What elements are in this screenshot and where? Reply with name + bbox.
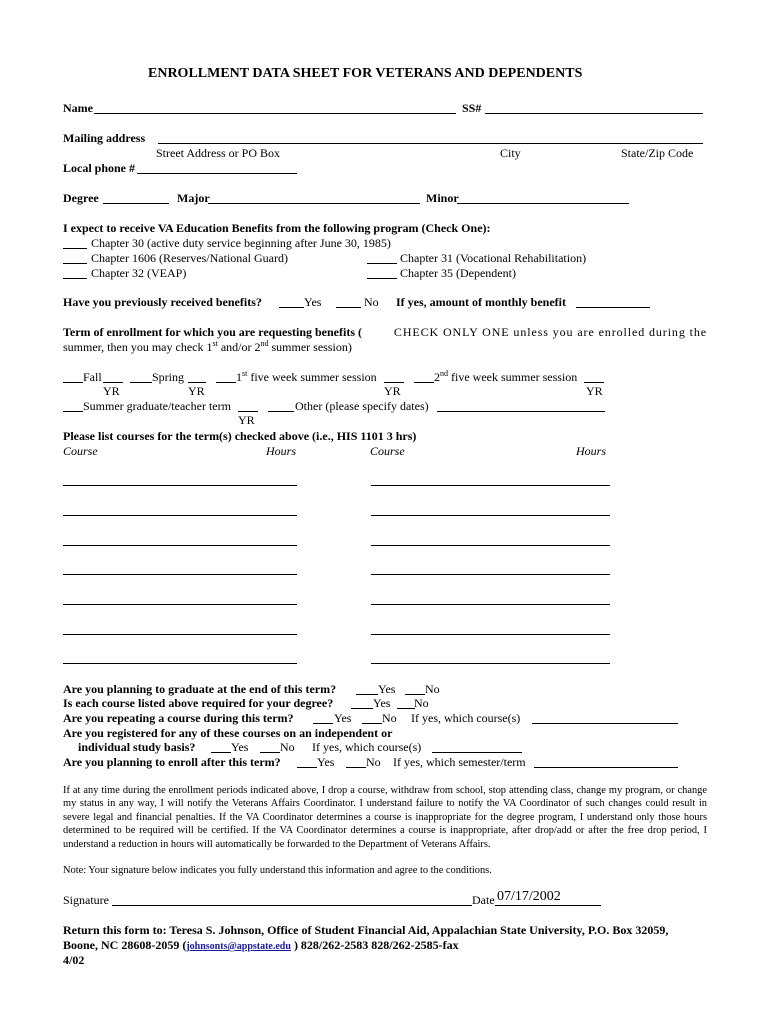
- required-question: Is each course listed above required for your degree?: [63, 696, 334, 710]
- second-summer-label: 2nd five week summer session: [434, 369, 578, 384]
- graduate-question: Are you planning to graduate at the end of this term?: [63, 682, 337, 696]
- enroll-if-label: If yes, which semester/term: [393, 755, 526, 769]
- hours-col-right: Hours: [576, 444, 607, 458]
- ss-field[interactable]: [485, 113, 703, 114]
- required-no-check[interactable]: [397, 708, 415, 709]
- state-caption: State/Zip Code: [621, 146, 694, 160]
- term-instruction-line1: [63, 325, 707, 339]
- course-col-left: Course: [63, 444, 98, 458]
- independent-courses-field[interactable]: [432, 752, 522, 753]
- independent-no-label: No: [280, 740, 295, 754]
- date-field[interactable]: [495, 905, 601, 906]
- monthly-amount-field[interactable]: [576, 307, 650, 308]
- repeating-question: Are you repeating a course during this term?: [63, 711, 294, 725]
- degree-label: Degree: [63, 191, 99, 205]
- course-line[interactable]: [63, 485, 297, 486]
- independent-no-check[interactable]: [260, 752, 280, 753]
- second-summer-yr-field[interactable]: [584, 382, 604, 383]
- agreement-note: Note: Your signature below indicates you fully understand this information and agree to the conditions.: [63, 865, 492, 876]
- other-term-label: Other (please specify dates): [295, 399, 429, 413]
- hours-col-left: Hours: [266, 444, 297, 458]
- spring-check[interactable]: [130, 382, 152, 383]
- prev-benefits-question: Have you previously received benefits?: [63, 295, 262, 309]
- course-line[interactable]: [63, 574, 297, 575]
- ch35-label: Chapter 35 (Dependent): [400, 266, 516, 280]
- course-line[interactable]: [63, 663, 297, 664]
- signature-field[interactable]: [112, 905, 472, 906]
- phone-label: Local phone #: [63, 161, 136, 175]
- prev-no-check[interactable]: [336, 307, 361, 308]
- course-line[interactable]: [371, 574, 610, 575]
- prev-no-label: No: [364, 295, 379, 309]
- enroll-yes-check[interactable]: [297, 767, 317, 768]
- name-label: Name: [63, 101, 93, 115]
- ch31-check[interactable]: [367, 263, 397, 264]
- ch35-check[interactable]: [367, 278, 397, 279]
- independent-yes-label: Yes: [231, 740, 249, 754]
- minor-field[interactable]: [457, 203, 629, 204]
- mailing-label: Mailing address: [63, 131, 146, 145]
- mailing-field[interactable]: [158, 143, 703, 144]
- required-yes-check[interactable]: [351, 708, 373, 709]
- date-label: Date: [472, 893, 495, 907]
- grad-term-check[interactable]: [63, 411, 83, 412]
- prev-yes-label: Yes: [304, 295, 322, 309]
- grad-term-yr-field[interactable]: [238, 411, 258, 412]
- courses-heading: Please list courses for the term(s) checked above (i.e., HIS 1101 3 hrs): [63, 429, 417, 443]
- date-value[interactable]: 07/17/2002: [497, 889, 561, 904]
- repeating-no-label: No: [382, 711, 397, 725]
- required-yes-label: Yes: [373, 696, 391, 710]
- independent-if-label: If yes, which course(s): [312, 740, 422, 754]
- second-summer-yr-caption: YR: [586, 384, 603, 398]
- graduate-yes-label: Yes: [378, 682, 396, 696]
- ch31-label: Chapter 31 (Vocational Rehabilitation): [400, 251, 587, 265]
- repeating-yes-label: Yes: [334, 711, 352, 725]
- course-line[interactable]: [371, 485, 610, 486]
- term-bold-text: Term of enrollment for which you are requesting benefits (: [63, 325, 362, 339]
- return-address-line2: Boone, NC 28608-2059 (johnsonts@appstate.edu ) 828/262-2583 828/262-2585-fax: [63, 938, 459, 952]
- independent-question-line2: individual study basis?: [78, 740, 196, 754]
- signature-label: Signature: [63, 893, 109, 907]
- fall-check[interactable]: [63, 382, 83, 383]
- spring-yr-field[interactable]: [188, 382, 206, 383]
- grad-term-label: Summer graduate/teacher term: [83, 399, 231, 413]
- course-line[interactable]: [371, 515, 610, 516]
- city-caption: City: [500, 146, 521, 160]
- repeating-no-check[interactable]: [362, 723, 382, 724]
- independent-question-line1: Are you registered for any of these courses on an independent or: [63, 726, 393, 740]
- fall-label: Fall: [83, 370, 102, 384]
- course-line[interactable]: [371, 545, 610, 546]
- term-rest-text: CHECK ONLY ONE unless you are enrolled during the: [393, 325, 707, 339]
- street-caption: Street Address or PO Box: [156, 146, 280, 160]
- grad-yr-caption: YR: [238, 413, 255, 427]
- name-field[interactable]: [94, 113, 456, 114]
- ch32-check[interactable]: [63, 278, 87, 279]
- graduate-no-check[interactable]: [405, 694, 425, 695]
- form-version: 4/02: [63, 953, 85, 967]
- return-instructions: Return this form to: Teresa S. Johnson, Office of Student Financial Aid, Appalachian State University, P.O. Box 32059,: [63, 923, 669, 937]
- spring-label: Spring: [152, 370, 185, 384]
- independent-yes-check[interactable]: [211, 752, 231, 753]
- enroll-after-question: Are you planning to enroll after this term?: [63, 755, 281, 769]
- course-line[interactable]: [371, 634, 610, 635]
- repeating-yes-check[interactable]: [313, 723, 333, 724]
- enroll-yes-label: Yes: [317, 755, 335, 769]
- course-line[interactable]: [63, 604, 297, 605]
- ch1606-check[interactable]: [63, 263, 87, 264]
- graduate-yes-check[interactable]: [356, 694, 378, 695]
- benefits-heading: I expect to receive VA Education Benefits from the following program (Check One):: [63, 221, 491, 235]
- second-summer-check[interactable]: [414, 382, 434, 383]
- phone-field[interactable]: [137, 173, 297, 174]
- major-label: Major: [177, 191, 210, 205]
- fall-yr-caption: YR: [103, 384, 120, 398]
- term-instruction-line2: summer, then you may check 1st and/or 2nd summer session): [63, 339, 352, 354]
- first-summer-yr-field[interactable]: [384, 382, 404, 383]
- enroll-semester-field[interactable]: [534, 767, 678, 768]
- course-line[interactable]: [371, 663, 610, 664]
- enroll-no-check[interactable]: [346, 767, 366, 768]
- course-line[interactable]: [63, 545, 297, 546]
- major-field[interactable]: [208, 203, 420, 204]
- ch30-label: Chapter 30 (active duty service beginning after June 30, 1985): [91, 236, 391, 250]
- form-title: ENROLLMENT DATA SHEET FOR VETERANS AND DEPENDENTS: [148, 66, 583, 81]
- degree-field[interactable]: [103, 203, 169, 204]
- ss-label: SS#: [462, 101, 482, 115]
- first-summer-check[interactable]: [216, 382, 236, 383]
- first-summer-label: 1st five week summer session: [236, 369, 377, 384]
- repeating-if-label: If yes, which course(s): [411, 711, 521, 725]
- course-col-right: Course: [370, 444, 405, 458]
- repeating-courses-field[interactable]: [532, 723, 678, 724]
- email-link[interactable]: johnsonts@appstate.edu: [186, 941, 291, 952]
- course-line[interactable]: [63, 634, 297, 635]
- prev-yes-check[interactable]: [279, 307, 304, 308]
- other-dates-field[interactable]: [437, 411, 605, 412]
- monthly-amount-label: If yes, amount of monthly benefit: [396, 295, 566, 309]
- spring-yr-caption: YR: [188, 384, 205, 398]
- graduate-no-label: No: [425, 682, 440, 696]
- required-no-label: No: [414, 696, 429, 710]
- minor-label: Minor: [426, 191, 459, 205]
- ch32-label: Chapter 32 (VEAP): [91, 266, 187, 280]
- first-summer-yr-caption: YR: [384, 384, 401, 398]
- ch30-check[interactable]: [63, 248, 87, 249]
- course-line[interactable]: [63, 515, 297, 516]
- agreement-paragraph: If at any time during the enrollment periods indicated above, I drop a course, withdraw from school, stop attending class, change my program, or change my status in any way, I will notify the Veterans Affairs Coordinator. I understand failure to notify the VA Coordinator of such changes could result in severe legal and financial penalties. If the VA Coordinator determines a course is inappropriate for the degree program, I understand only those hours determined to be required will be certified. If the VA Coordinator determines a course is inappropriate, after drop/add or after the free drop period, I understand a reduction in hours will automatically be forwarded to the Department of Veterans Affairs.: [63, 785, 707, 850]
- enroll-no-label: No: [366, 755, 381, 769]
- fall-yr-field[interactable]: [103, 382, 123, 383]
- ch1606-label: Chapter 1606 (Reserves/National Guard): [91, 251, 288, 265]
- course-line[interactable]: [371, 604, 610, 605]
- other-term-check[interactable]: [268, 411, 294, 412]
